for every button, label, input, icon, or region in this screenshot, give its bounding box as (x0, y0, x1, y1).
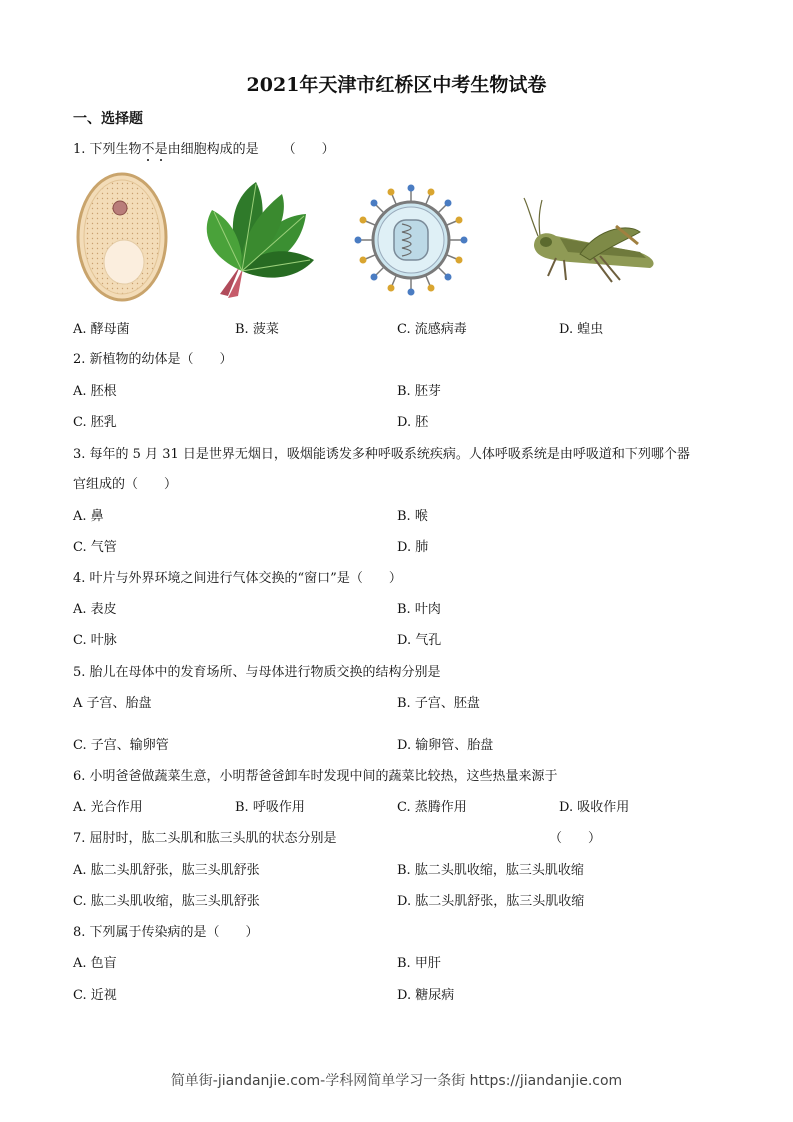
spinach-image (198, 176, 318, 300)
question-3-line-2: 官组成的（ ） (73, 477, 178, 492)
q2-option-b: B. 胚芽 (397, 384, 441, 399)
question-6: 6. 小明爸爸做蔬菜生意，小明帮爸爸卸车时发现中间的蔬菜比较热，这些热量来源于 (73, 769, 558, 784)
answer-paren: （ ） (282, 142, 335, 157)
q2-option-d: D. 胚 (397, 415, 429, 430)
question-8: 8. 下列属于传染病的是（ ） (73, 925, 259, 940)
question-1 (73, 138, 335, 157)
page-footer: 简单街-jiandanjie.com-学科网简单学习一条街 https://jiandanjie.com (170, 1073, 623, 1089)
question-1-suffix: 由细胞构成的是 (167, 142, 259, 157)
q8-option-d: D. 糖尿病 (397, 988, 455, 1003)
q3-option-b: B. 喉 (397, 509, 428, 524)
q3-option-a: A. 鼻 (73, 509, 104, 524)
q8-option-a: A. 色盲 (73, 956, 117, 971)
q5-option-d: D. 输卵管、胎盘 (397, 738, 494, 753)
q8-option-c: C. 近视 (73, 988, 117, 1003)
question-4: 4. 叶片与外界环境之间进行气体交换的“窗口”是（ ） (73, 571, 402, 586)
q4-option-a: A. 表皮 (73, 602, 117, 617)
q6-option-b: B. 呼吸作用 (235, 800, 305, 815)
q8-option-b: B. 甲肝 (397, 956, 441, 971)
q7-option-d: D. 肱二头肌舒张，肱三头肌收缩 (397, 894, 585, 909)
q4-option-b: B. 叶肉 (397, 602, 441, 617)
question-5: 5. 胎儿在母体中的发育场所、与母体进行物质交换的结构分别是 (73, 665, 441, 680)
question-3-line-1: 3. 每年的 5 月 31 日是世界无烟日，吸烟能诱发多种呼吸系统疾病。人体呼吸系统是由呼吸道和下列哪个器 (73, 447, 690, 462)
page-title: 2021年天津市红桥区中考生物试卷 (246, 74, 547, 96)
q1-option-b: B. 菠菜 (235, 322, 279, 337)
q5-option-c: C. 子宫、输卵管 (73, 738, 169, 753)
q6-option-d: D. 吸收作用 (559, 800, 630, 815)
q2-option-a: A. 胚根 (73, 384, 117, 399)
q7-option-a: A. 肱二头肌舒张，肱三头肌舒张 (73, 863, 260, 878)
question-1-emphasis-1: 不 (141, 142, 155, 157)
q6-option-a: A. 光合作用 (73, 800, 143, 815)
q4-option-d: D. 气孔 (397, 633, 442, 648)
q4-option-c: C. 叶脉 (73, 633, 117, 648)
q3-option-c: C. 气管 (73, 540, 117, 555)
q2-option-c: C. 胚乳 (73, 415, 117, 430)
question-7-answer-paren: （ ） (549, 831, 602, 846)
q5-option-b: B. 子宫、胚盘 (397, 696, 480, 711)
q1-option-c: C. 流感病毒 (397, 322, 467, 337)
q7-option-c: C. 肱二头肌收缩，肱三头肌舒张 (73, 894, 260, 909)
section-heading: 一、选择题 (73, 111, 143, 127)
question-1-prefix: 1. 下列生物 (73, 142, 142, 157)
q1-option-d: D. 蝗虫 (559, 322, 604, 337)
question-1-emphasis-2: 是 (154, 142, 168, 157)
yeast-cell-image (76, 172, 168, 302)
q3-option-d: D. 肺 (397, 540, 429, 555)
q7-option-b: B. 肱二头肌收缩，肱三头肌收缩 (397, 863, 584, 878)
q5-option-a: A 子宫、胎盘 (73, 696, 152, 711)
q1-option-a: A. 酵母菌 (73, 322, 130, 337)
question-2: 2. 新植物的幼体是（ ） (73, 352, 233, 367)
influenza-virus-image (352, 184, 470, 296)
q6-option-c: C. 蒸腾作用 (397, 800, 467, 815)
question-7: 7. 屈肘时，肱二头肌和肱三头肌的状态分别是 (73, 831, 337, 846)
grasshopper-image (520, 196, 660, 286)
